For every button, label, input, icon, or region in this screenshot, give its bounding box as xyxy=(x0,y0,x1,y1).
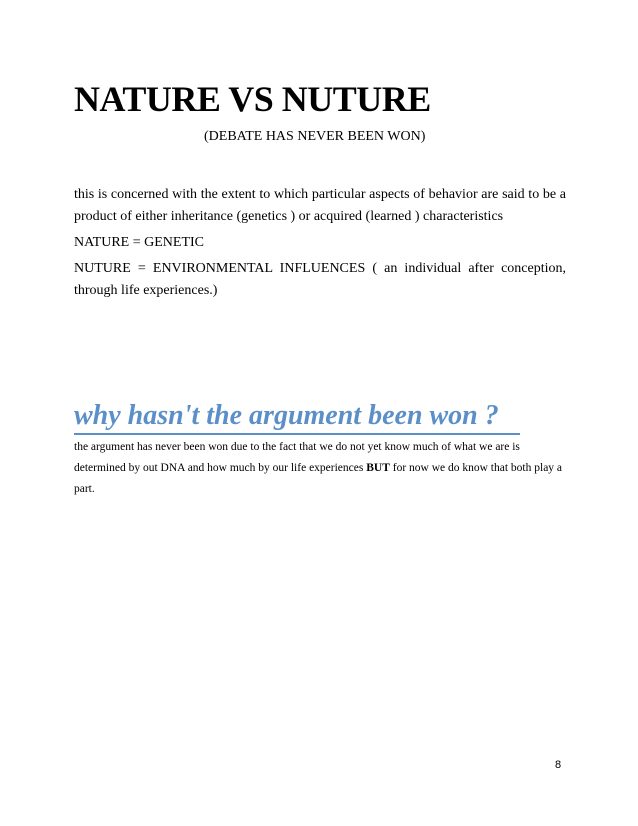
page-number: 8 xyxy=(555,759,562,771)
paragraph-nature: NATURE = GENETIC xyxy=(74,235,204,250)
page-title: NATURE VS NUTURE xyxy=(74,79,431,119)
section-heading-underline xyxy=(74,433,520,435)
paragraph-argument xyxy=(74,437,566,500)
paragraph-argument-bold: BUT xyxy=(366,462,390,474)
section-heading: why hasn't the argument been won ? xyxy=(74,400,499,431)
paragraph-definition: this is concerned with the extent to which particular aspects of behavior are said to be a product of either inheritance (genetics ) or acquired (learned ) characteristics xyxy=(74,187,566,224)
paragraph-nuture: NUTURE = ENVIRONMENTAL INFLUENCES ( an individual after conception, through life experiences.) xyxy=(74,261,566,298)
page-subtitle: (DEBATE HAS NEVER BEEN WON) xyxy=(204,129,426,144)
paragraph-argument-text-1: the argument has never been won due to the fact that we do not yet know much of what we are is determined by out DNA and how much by our life experiences xyxy=(74,441,520,474)
paragraph-argument-text-2: for now we do know that both play a part. xyxy=(74,462,563,495)
